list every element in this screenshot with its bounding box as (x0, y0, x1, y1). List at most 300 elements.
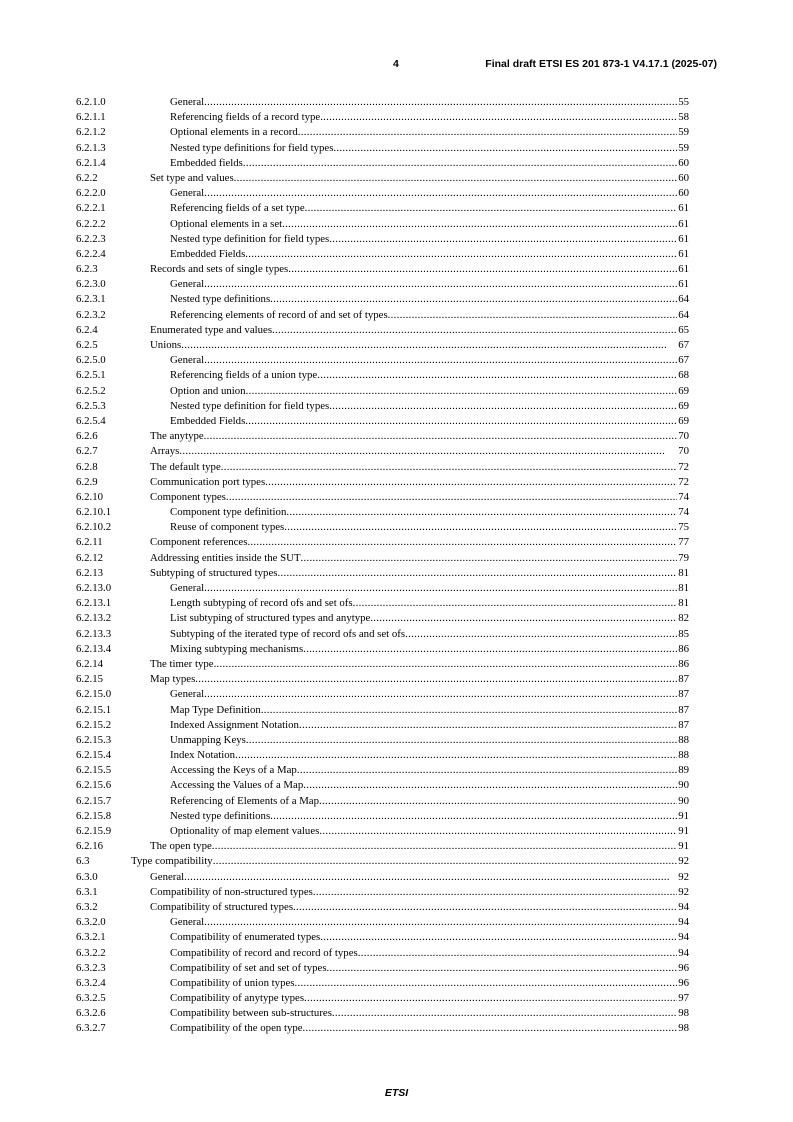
toc-entry-title: Embedded Fields (170, 247, 246, 260)
toc-dot-leader (303, 779, 677, 792)
toc-entry-title: Compatibility of enumerated types (170, 931, 321, 944)
toc-dot-leader (299, 719, 677, 732)
toc-dot-leader (277, 567, 677, 580)
toc-entry-page: 70 (678, 430, 689, 443)
toc-entry-line (150, 263, 689, 276)
toc-entry[interactable] (76, 597, 689, 612)
toc-entry-page: 97 (678, 992, 689, 1005)
toc-entry[interactable] (76, 795, 689, 810)
toc-entry-title: Unions (150, 339, 182, 351)
toc-entry-title: Option and union (170, 384, 246, 397)
toc-entry-line (170, 734, 689, 747)
toc-entry-title: Referencing fields of a set type (170, 202, 305, 215)
toc-entry-line (150, 172, 689, 185)
toc-entry-number: 6.2.2.3 (76, 232, 106, 245)
toc-entry-line (170, 916, 689, 929)
toc-entry[interactable] (76, 309, 689, 324)
toc-entry[interactable] (76, 415, 689, 430)
toc-entry-number: 6.3.2.2 (76, 946, 106, 959)
toc-dot-leader (272, 324, 677, 337)
toc-dot-leader (333, 142, 677, 155)
toc-entry-title: Enumerated type and values (150, 323, 273, 336)
toc-entry[interactable] (76, 324, 689, 339)
toc-entry-line (170, 96, 689, 109)
toc-dot-leader (261, 704, 677, 717)
toc-entry[interactable] (76, 248, 689, 263)
toc-entry-number: 6.2.2.1 (76, 202, 106, 215)
toc-entry-title: Communication port types (150, 475, 266, 488)
toc-entry-title: General (170, 582, 205, 594)
toc-dot-leader (317, 369, 677, 382)
toc-entry[interactable] (76, 476, 689, 491)
toc-entry-title: Nested type definition for field types (170, 232, 330, 245)
toc-entry-number: 6.2.13.0 (76, 582, 112, 594)
toc-entry-page: 68 (678, 369, 689, 382)
toc-dot-leader (235, 749, 677, 762)
toc-entry-title: Map types (150, 673, 196, 686)
toc-entry[interactable] (76, 218, 689, 233)
toc-entry[interactable] (76, 704, 689, 719)
toc-entry-number: 6.2.3 (76, 263, 98, 276)
toc-entry-page: 92 (678, 855, 689, 868)
toc-entry-line (170, 278, 689, 291)
toc-dot-leader (284, 521, 677, 534)
toc-entry-number: 6.2.5.3 (76, 399, 106, 412)
toc-entry-title: Set type and values (150, 171, 234, 184)
toc-entry-title: Reuse of component types (170, 521, 285, 534)
toc-entry[interactable] (76, 461, 689, 476)
toc-dot-leader (313, 886, 677, 899)
toc-dot-leader (270, 293, 677, 306)
toc-entry-number: 6.2.5.4 (76, 414, 106, 427)
toc-dot-leader (319, 795, 677, 808)
toc-entry[interactable] (76, 916, 689, 931)
toc-entry-line (170, 248, 689, 261)
toc-entry-number: 6.2.5.2 (76, 384, 106, 397)
toc-entry-number: 6.2.15.3 (76, 733, 112, 746)
toc-entry-number: 6.2.5.1 (76, 369, 106, 382)
toc-entry-number: 6.2.3.1 (76, 293, 106, 306)
toc-dot-leader (243, 157, 677, 170)
toc-entry-number: 6.2.1.2 (76, 126, 106, 139)
document-title: Final draft ETSI ES 201 873-1 V4.17.1 (2025-07) (485, 58, 717, 70)
toc-entry-number: 6.3.2.0 (76, 916, 106, 929)
toc-entry-page: 74 (678, 506, 689, 519)
toc-entry[interactable] (76, 96, 689, 111)
toc-entry-line (170, 931, 689, 944)
toc-entry-title: Nested type definitions (170, 809, 271, 822)
toc-entry-line (150, 445, 689, 458)
toc-entry-title: The open type (150, 840, 212, 853)
toc-entry-line (170, 612, 689, 625)
toc-entry-number: 6.2.3.0 (76, 278, 106, 291)
toc-entry-line (170, 309, 689, 322)
toc-dot-leader (303, 1022, 678, 1035)
toc-entry[interactable] (76, 734, 689, 749)
toc-entry-line (170, 977, 689, 990)
toc-entry-page: 81 (678, 566, 689, 579)
toc-dot-leader (245, 248, 677, 261)
toc-entry[interactable] (76, 764, 689, 779)
toc-entry[interactable] (76, 901, 689, 916)
toc-entry-number: 6.3.2.6 (76, 1007, 106, 1020)
toc-entry-number: 6.2.14 (76, 657, 103, 670)
toc-entry-page: 87 (678, 673, 689, 686)
toc-entry-title: Referencing fields of a record type (170, 111, 321, 124)
toc-entry[interactable] (76, 400, 689, 415)
toc-entry-page: 88 (678, 749, 689, 762)
toc-dot-leader (247, 536, 677, 549)
toc-entry-line (170, 369, 689, 382)
toc-entry[interactable] (76, 202, 689, 217)
toc-entry-page: 91 (678, 825, 689, 837)
toc-entry[interactable] (76, 947, 689, 962)
toc-entry-line (170, 688, 689, 701)
toc-entry-number: 6.2.15.7 (76, 794, 112, 807)
footer-etsi: ETSI (384, 1087, 409, 1099)
toc-dot-leader (329, 400, 677, 413)
toc-entry-title: Mixing subtyping mechanisms (170, 642, 304, 655)
toc-entry[interactable] (76, 369, 689, 384)
toc-entry[interactable] (76, 886, 689, 901)
toc-entry-page: 86 (678, 642, 689, 655)
toc-entry-page: 91 (678, 809, 689, 822)
toc-entry-line (170, 293, 689, 306)
toc-entry-title: Nested type definitions for field types (170, 141, 334, 154)
toc-entry[interactable] (76, 126, 689, 141)
toc-entry-page: 61 (678, 278, 689, 291)
toc-entry-page: 59 (678, 141, 689, 154)
toc-entry-page: 58 (678, 111, 689, 124)
toc-entry[interactable] (76, 445, 689, 460)
toc-entry-number: 6.3.2 (76, 900, 98, 913)
toc-entry-number: 6.2.10 (76, 490, 103, 503)
toc-entry-page: 90 (678, 794, 689, 807)
toc-entry-page: 60 (678, 171, 689, 184)
toc-dot-leader (303, 643, 677, 656)
toc-entry-page: 82 (678, 612, 689, 625)
toc-entry-number: 6.2.1.3 (76, 141, 106, 154)
toc-entry-number: 6.2.2.2 (76, 217, 106, 230)
toc-entry-line (170, 825, 689, 838)
toc-entry-line (170, 749, 689, 762)
toc-entry-page: 59 (678, 126, 689, 139)
toc-entry-line (170, 947, 689, 960)
toc-entry[interactable] (76, 962, 689, 977)
toc-entry-page: 85 (678, 627, 689, 640)
toc-entry-number: 6.2.15 (76, 673, 103, 686)
toc-entry-title: Subtyping of the iterated type of record ofs and set ofs (170, 627, 406, 640)
toc-dot-leader (246, 734, 677, 747)
toc-entry-number: 6.3.2.4 (76, 976, 106, 989)
toc-entry-title: Addressing entities inside the SUT (150, 551, 301, 564)
toc-dot-leader (301, 552, 678, 565)
toc-entry-page: 87 (678, 688, 689, 701)
toc-entry[interactable] (76, 172, 689, 187)
toc-entry-number: 6.2.3.2 (76, 308, 106, 321)
toc-entry-line (170, 1022, 689, 1035)
toc-entry[interactable] (76, 992, 689, 1007)
toc-entry[interactable] (76, 612, 689, 627)
toc-dot-leader (179, 445, 677, 458)
toc-entry[interactable] (76, 1007, 689, 1022)
toc-entry-number: 6.3.2.5 (76, 992, 106, 1005)
toc-entry-title: Compatibility of anytype types (170, 992, 305, 1005)
toc-entry-page: 94 (678, 916, 689, 929)
toc-dot-leader (327, 962, 678, 975)
toc-entry-page: 61 (678, 232, 689, 245)
toc-entry-page: 90 (678, 779, 689, 792)
toc-entry-line (170, 704, 689, 717)
toc-entry-page: 87 (678, 718, 689, 731)
toc-entry[interactable] (76, 749, 689, 764)
toc-entry-number: 6.2.9 (76, 475, 98, 488)
toc-entry-page: 96 (678, 961, 689, 974)
toc-dot-leader (204, 916, 677, 929)
toc-entry-line (170, 142, 689, 155)
toc-entry[interactable] (76, 628, 689, 643)
toc-entry-number: 6.3.0 (76, 870, 98, 883)
toc-entry[interactable] (76, 719, 689, 734)
toc-entry-number: 6.2.15.1 (76, 703, 112, 716)
toc-entry-page: 94 (678, 946, 689, 959)
toc-entry-title: General (150, 870, 185, 883)
toc-entry-number: 6.2.1.1 (76, 111, 106, 124)
toc-entry-number: 6.2.15.8 (76, 809, 112, 822)
toc-entry[interactable] (76, 810, 689, 825)
toc-entry-line (170, 233, 689, 246)
toc-dot-leader (288, 263, 677, 276)
toc-entry-page: 94 (678, 900, 689, 913)
toc-entry-number: 6.2.2.0 (76, 187, 106, 200)
toc-dot-leader (234, 172, 678, 185)
toc-entry-number: 6.2.10.1 (76, 506, 112, 519)
toc-dot-leader (329, 233, 677, 246)
toc-entry-page: 94 (678, 931, 689, 944)
toc-entry-number: 6.2.5 (76, 339, 98, 351)
toc-entry[interactable] (76, 871, 689, 886)
toc-dot-leader (221, 461, 677, 474)
toc-entry[interactable] (76, 278, 689, 293)
toc-entry-line (150, 886, 689, 899)
toc-entry-title: General (170, 187, 205, 200)
toc-dot-leader (293, 901, 677, 914)
toc-entry-title: List subtyping of structured types and anytype (170, 612, 371, 625)
toc-entry-line (170, 582, 689, 595)
toc-dot-leader (204, 278, 677, 291)
toc-entry-title: Type compatibility (131, 855, 213, 868)
toc-entry-title: Nested type definition for field types (170, 399, 330, 412)
toc-dot-leader (181, 339, 677, 352)
toc-entry[interactable] (76, 779, 689, 794)
toc-entry-page: 72 (678, 475, 689, 488)
toc-entry-title: Compatibility of the open type (170, 1022, 303, 1035)
toc-entry-line (150, 491, 689, 504)
toc-entry[interactable] (76, 673, 689, 688)
toc-entry-page: 98 (678, 1022, 689, 1035)
toc-entry-page: 61 (678, 263, 689, 276)
toc-entry-page: 69 (678, 414, 689, 427)
toc-entry-number: 6.2.1.0 (76, 96, 106, 108)
toc-entry-title: Compatibility between sub-structures (170, 1007, 332, 1020)
toc-dot-leader (286, 506, 677, 519)
toc-entry[interactable] (76, 142, 689, 157)
toc-entry-title: Compatibility of set and set of types (170, 961, 327, 974)
toc-dot-leader (204, 582, 677, 595)
toc-entry-number: 6.2.16 (76, 840, 103, 853)
toc-entry[interactable] (76, 385, 689, 400)
toc-entry-title: General (170, 916, 205, 929)
toc-entry[interactable] (76, 552, 689, 567)
toc-entry[interactable] (76, 354, 689, 369)
toc-entry-line (170, 992, 689, 1005)
toc-entry[interactable] (76, 977, 689, 992)
toc-entry-number: 6.2.5.0 (76, 354, 106, 367)
toc-entry-title: Compatibility of structured types (150, 900, 294, 913)
toc-entry-title: Map Type Definition (170, 703, 261, 716)
toc-entry-line (150, 430, 689, 443)
toc-entry-page: 92 (678, 870, 689, 883)
toc-entry-line (150, 840, 689, 853)
toc-entry-line (170, 187, 689, 200)
toc-entry[interactable] (76, 855, 689, 870)
toc-entry-line (170, 354, 689, 367)
toc-entry-number: 6.2.6 (76, 430, 98, 443)
toc-dot-leader (204, 96, 677, 109)
toc-entry-line (170, 628, 689, 641)
toc-entry-title: The anytype (150, 430, 204, 443)
toc-entry-line (170, 126, 689, 139)
toc-dot-leader (204, 430, 678, 443)
toc-entry-page: 60 (678, 187, 689, 200)
toc-entry-number: 6.3.2.3 (76, 961, 106, 974)
toc-dot-leader (212, 840, 677, 853)
toc-entry[interactable] (76, 293, 689, 308)
toc-entry-page: 61 (678, 217, 689, 230)
toc-dot-leader (270, 810, 677, 823)
toc-dot-leader (358, 947, 678, 960)
toc-entry-title: General (170, 96, 205, 108)
toc-entry-line (170, 779, 689, 792)
toc-entry-title: Component types (150, 490, 226, 503)
toc-entry-page: 67 (678, 354, 689, 367)
toc-entry-line (170, 521, 689, 534)
toc-entry-title: Compatibility of record and record of types (170, 946, 358, 959)
toc-entry-number: 6.2.13.3 (76, 627, 112, 640)
toc-entry[interactable] (76, 1022, 689, 1037)
toc-entry-number: 6.3 (76, 855, 90, 868)
toc-entry-page: 70 (678, 445, 689, 458)
toc-dot-leader (195, 673, 677, 686)
toc-entry[interactable] (76, 931, 689, 946)
toc-entry-number: 6.2.11 (76, 536, 103, 549)
toc-entry[interactable] (76, 111, 689, 126)
toc-entry-number: 6.2.15.0 (76, 688, 112, 701)
toc-entry[interactable] (76, 339, 689, 354)
toc-entry-line (170, 962, 689, 975)
toc-entry-number: 6.2.10.2 (76, 521, 112, 534)
toc-entry-title: Unmapping Keys (170, 733, 246, 746)
toc-entry-line (170, 506, 689, 519)
toc-entry-line (170, 810, 689, 823)
toc-entry[interactable] (76, 263, 689, 278)
toc-dot-leader (332, 1007, 677, 1020)
toc-entry[interactable] (76, 430, 689, 445)
toc-entry-number: 6.2.13 (76, 566, 103, 579)
toc-entry-line (150, 476, 689, 489)
toc-dot-leader (204, 187, 677, 200)
toc-dot-leader (320, 111, 677, 124)
toc-entry-title: The default type (150, 460, 221, 473)
toc-entry-page: 65 (678, 323, 689, 336)
toc-entry[interactable] (76, 825, 689, 840)
toc-dot-leader (305, 202, 678, 215)
toc-entry[interactable] (76, 233, 689, 248)
toc-entry-line (170, 764, 689, 777)
toc-entry[interactable] (76, 521, 689, 536)
toc-dot-leader (320, 931, 677, 944)
toc-entry[interactable] (76, 491, 689, 506)
toc-dot-leader (297, 764, 677, 777)
toc-entry-number: 6.2.4 (76, 323, 98, 336)
toc-entry-page: 69 (678, 384, 689, 397)
toc-entry-number: 6.2.8 (76, 460, 98, 473)
toc-entry-number: 6.2.1.4 (76, 156, 106, 169)
toc-dot-leader (282, 218, 677, 231)
toc-entry-page: 74 (678, 490, 689, 503)
toc-dot-leader (184, 871, 677, 884)
toc-entry-line (150, 536, 689, 549)
toc-entry-page: 86 (678, 657, 689, 670)
toc-entry-title: Embedded fields (170, 156, 243, 169)
toc-entry-line (150, 339, 689, 352)
toc-entry-number: 6.2.2 (76, 171, 98, 184)
toc-entry-number: 6.3.2.7 (76, 1022, 106, 1035)
toc-entry-number: 6.2.12 (76, 551, 103, 564)
toc-entry[interactable] (76, 643, 689, 658)
toc-entry-line (150, 461, 689, 474)
toc-dot-leader (204, 688, 677, 701)
toc-entry-title: Component type definition (170, 506, 287, 519)
toc-entry-page: 64 (678, 308, 689, 321)
toc-entry-line (170, 1007, 689, 1020)
toc-dot-leader (226, 491, 677, 504)
toc-entry-title: Records and sets of single types (150, 263, 289, 276)
toc-entry[interactable] (76, 582, 689, 597)
toc-entry[interactable] (76, 567, 689, 582)
toc-entry-line (170, 111, 689, 124)
toc-entry[interactable] (76, 688, 689, 703)
toc-dot-leader (246, 385, 678, 398)
toc-entry-page: 88 (678, 733, 689, 746)
toc-entry[interactable] (76, 187, 689, 202)
toc-entry-title: Arrays (150, 445, 180, 458)
toc-entry[interactable] (76, 157, 689, 172)
toc-entry-line (170, 400, 689, 413)
toc-entry[interactable] (76, 658, 689, 673)
toc-dot-leader (370, 612, 677, 625)
toc-entry-title: The timer type (150, 657, 214, 670)
toc-entry[interactable] (76, 506, 689, 521)
toc-entry[interactable] (76, 536, 689, 551)
toc-dot-leader (298, 126, 677, 139)
toc-entry-number: 6.3.1 (76, 885, 98, 898)
page-number: 4 (393, 58, 399, 70)
toc-entry[interactable] (76, 840, 689, 855)
toc-entry-page: 77 (678, 536, 689, 549)
toc-entry-title: Referencing elements of record of and set of types (170, 308, 388, 321)
toc-entry-line (170, 719, 689, 732)
